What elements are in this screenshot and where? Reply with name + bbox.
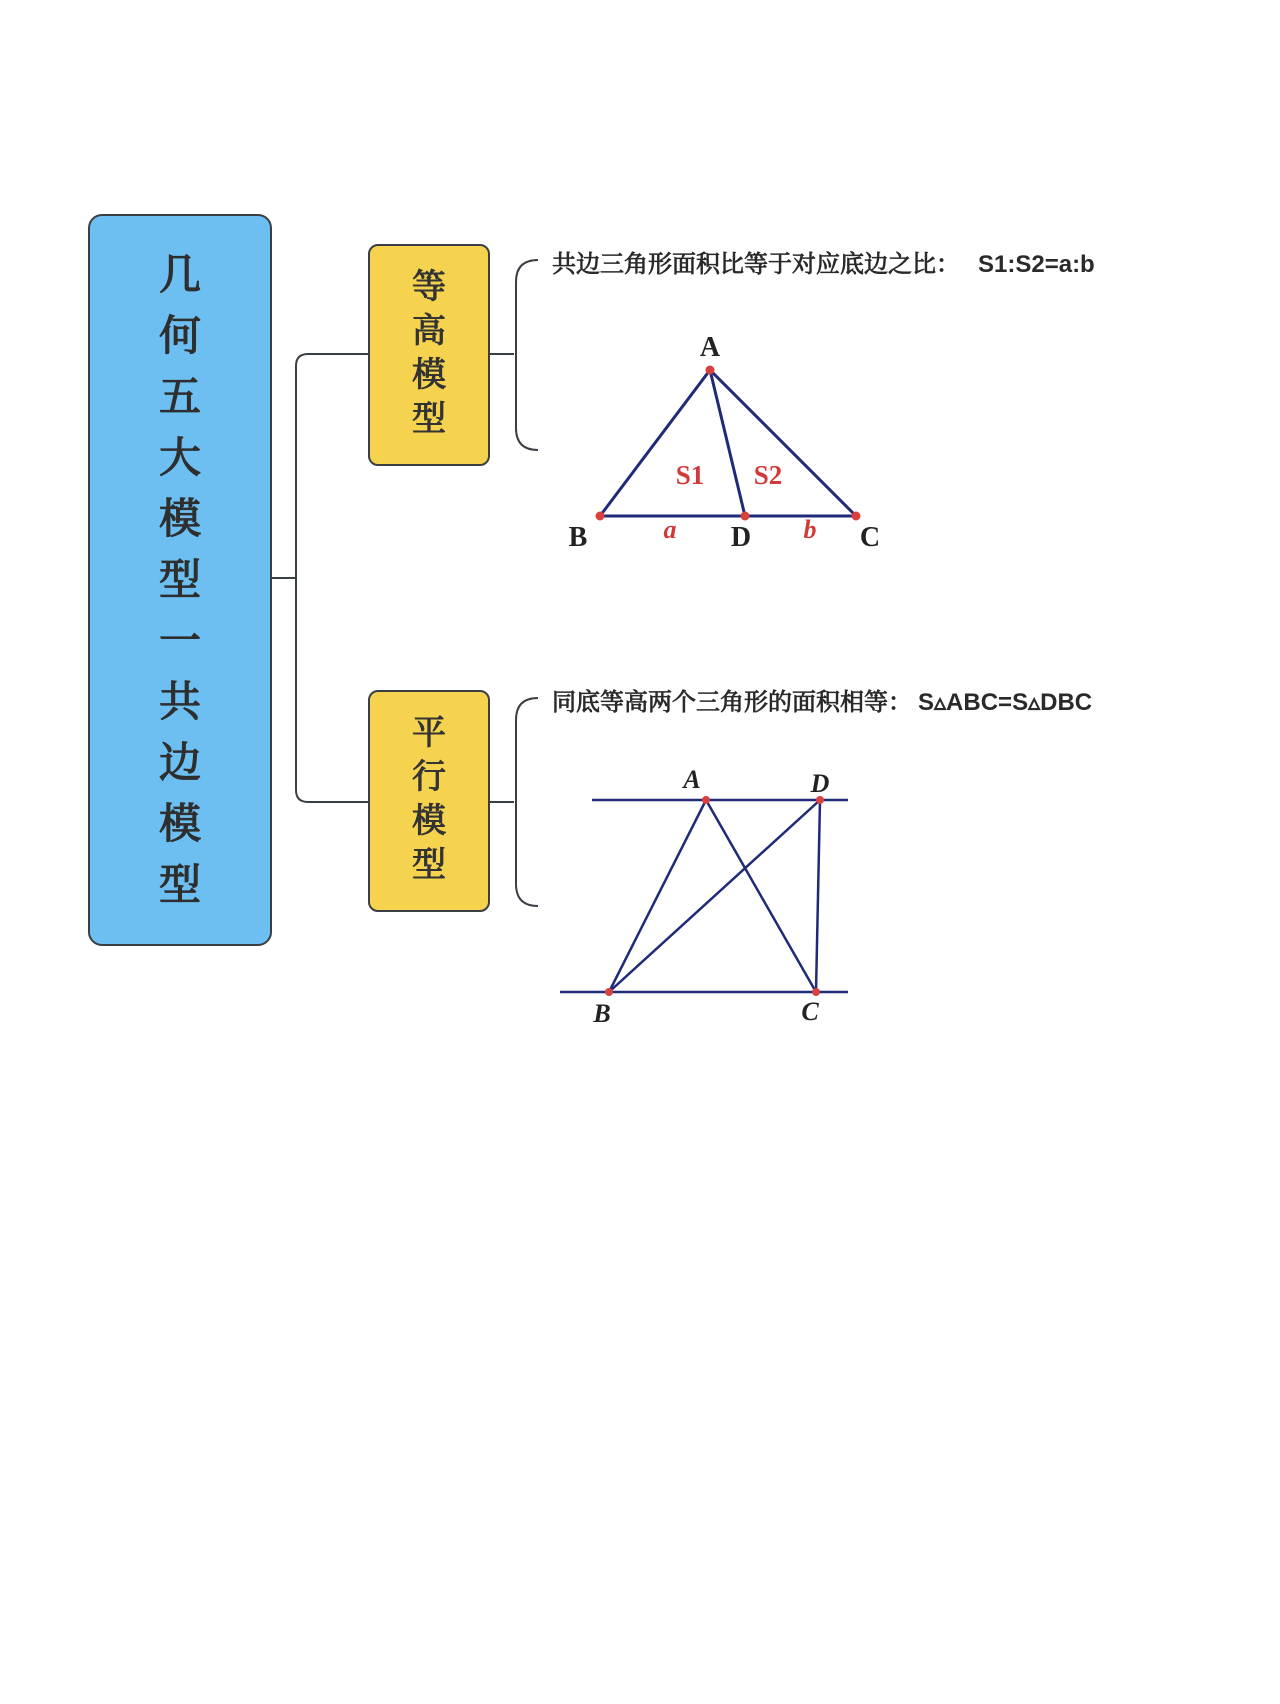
root-title-char: 五 bbox=[158, 372, 201, 421]
branch-title-char: 模 bbox=[412, 801, 446, 841]
segment-ac bbox=[706, 800, 816, 992]
label-s1: S1 bbox=[675, 460, 705, 490]
segment-ab bbox=[609, 800, 706, 992]
segment-ad bbox=[710, 370, 745, 516]
root-title-char: 边 bbox=[158, 738, 201, 787]
label-a: A bbox=[699, 332, 721, 363]
segment-db bbox=[609, 800, 820, 992]
parallel-figure bbox=[552, 760, 872, 1040]
label-c: C bbox=[859, 522, 881, 548]
formula-text: 共边三角形面积比等于对应底边之比： bbox=[552, 250, 960, 278]
root-title-char: 共 bbox=[158, 677, 201, 726]
label-d: D bbox=[730, 522, 752, 548]
point-c bbox=[812, 988, 820, 996]
point-b bbox=[596, 512, 605, 521]
branch-title-char: 型 bbox=[412, 845, 446, 885]
root-title-char: 模 bbox=[158, 799, 201, 848]
root-title-char: 大 bbox=[158, 433, 201, 482]
label-b: B bbox=[593, 999, 611, 1028]
label-seg-b: b bbox=[803, 515, 817, 544]
branch-title-char: 型 bbox=[412, 399, 446, 439]
root-title-char: 型 bbox=[158, 555, 201, 604]
branch-title-char: 行 bbox=[412, 757, 446, 797]
label-d: D bbox=[810, 769, 830, 798]
branch-title-char: 模 bbox=[412, 355, 446, 395]
branch-title-char: 平 bbox=[412, 713, 446, 753]
root-title-char: 模 bbox=[158, 494, 201, 543]
branch-title-char: 等 bbox=[412, 267, 446, 307]
label-c: C bbox=[801, 997, 819, 1026]
point-b bbox=[605, 988, 613, 996]
formula-math: S1:S2=a:b bbox=[978, 251, 1095, 278]
root-title-char: 何 bbox=[158, 311, 201, 360]
label-s2: S2 bbox=[753, 460, 783, 490]
point-d bbox=[741, 512, 750, 521]
root-title-char: 一 bbox=[158, 616, 201, 665]
equal-height-formula bbox=[552, 244, 1095, 279]
segment-dc bbox=[816, 800, 820, 992]
point-a bbox=[702, 796, 710, 804]
point-a bbox=[706, 366, 715, 375]
equal-height-figure bbox=[550, 328, 910, 548]
branch-equal-height-box bbox=[368, 244, 490, 466]
formula-text: 同底等高两个三角形的面积相等： bbox=[552, 688, 912, 716]
formula-math: S▵ABC=S▵DBC bbox=[918, 689, 1093, 716]
point-c bbox=[852, 512, 861, 521]
root-title-char: 几 bbox=[158, 250, 201, 299]
label-b: B bbox=[568, 522, 588, 548]
root-title-char: 型 bbox=[158, 860, 201, 909]
label-seg-a: a bbox=[663, 515, 677, 544]
root-topic-box bbox=[88, 214, 272, 946]
branch-title-char: 高 bbox=[412, 311, 446, 351]
branch-parallel-box bbox=[368, 690, 490, 912]
label-a: A bbox=[683, 765, 701, 794]
parallel-formula bbox=[552, 682, 1092, 717]
